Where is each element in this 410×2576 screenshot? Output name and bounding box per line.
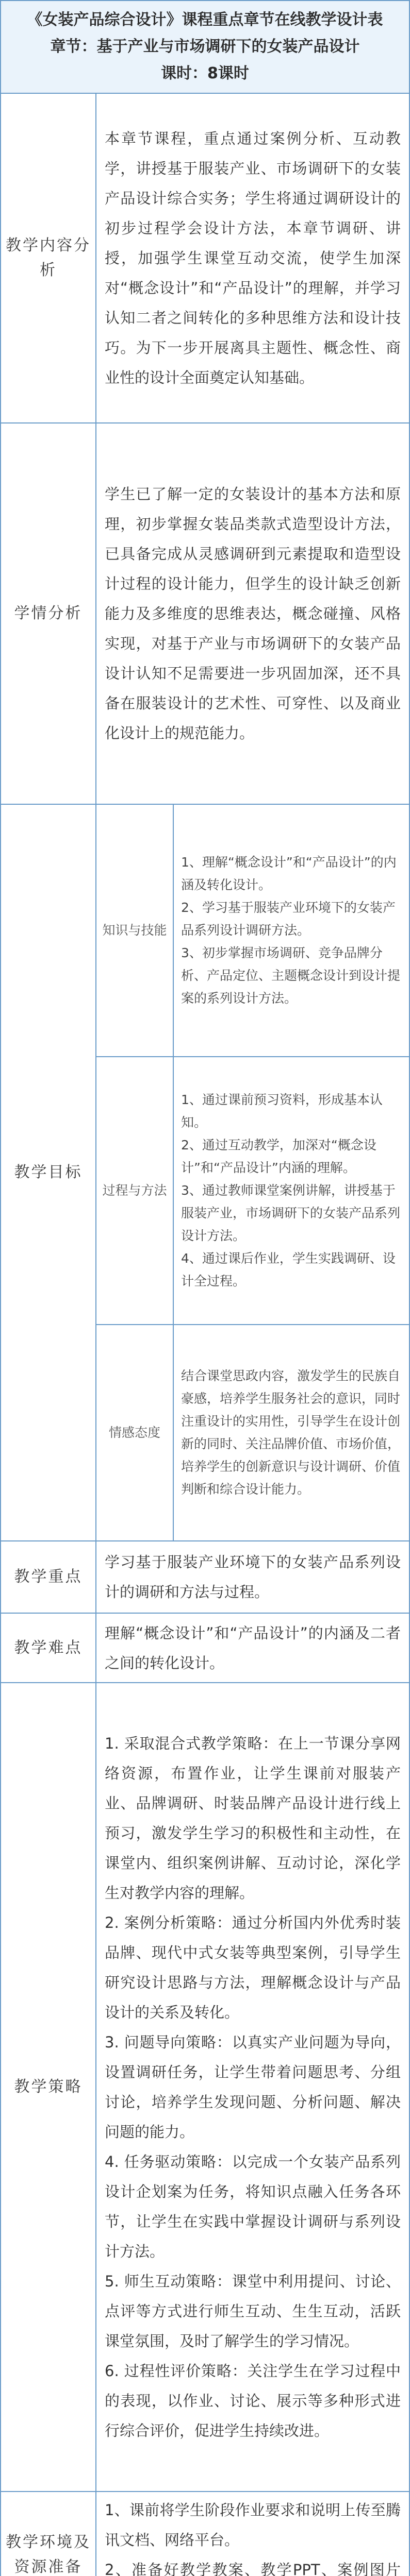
attitude-text: 结合课堂思政内容，激发学生的民族自豪感，培养学生服务社会的意识，同时注重设计的实用性，引导学生在设计创新的同时、关注品牌价值、市场价值，培养学生的创新意识与设计调研、价值判断和综合设计能力。 [181,1368,401,1497]
student-analysis-row [1,423,409,804]
content-analysis-text: 本章节课程，重点通过案例分析、互动教学，讲授基于服装产业、市场调研下的女装产品设计综合实务；学生将通过调研设计的初步过程学会设计方法，本章节调研、讲授，加强学生课堂互动交流，使学生加深对“概念设计”和“产品设计”的理解，并学习认知二者之间转化的多种思维方法和设计技巧。为下一步开展离具主题性、概念性、商业性的设计全面奠定认知基础。 [105,130,401,386]
environment-row [1,2492,409,2576]
key-points-text: 学习基于服装产业环境下的女装产品系列设计的调研和方法与过程。 [105,1553,401,1601]
content-analysis-row [1,93,409,423]
process-method-text: 1、通过课前预习资料，形成基本认知。 2、通过互动教学，加深对“概念设计”和“产品设计”内涵的理解。 3、通过教师课堂案例讲解，讲授基于服装产业，市场调研下的女装产品系列设计方法。 4、通过课后作业，学生实践调研、设计全过程。 [181,1092,401,1289]
strategy-label: 教学策略 [1,1683,96,2492]
strategy-text: 1. 采取混合式教学策略：在上一节课分享网络资源，布置作业，让学生课前对服装产业、品牌调研、时装品牌产品设计进行线上预习，激发学生学习的积极性和主动性，在课堂内、组织案例讲解、互动讨论，深化学生对教学内容的理解。 2. 案例分析策略：通过分析国内外优秀时装品牌、现代中式女装等典型案例，引导学生研究设计思路与方法，理解概念设计与产品设计的关系及转化。 3. 问题导向策略：以真实产业问题为导向，设置调研任务，让学生带着问题思考、分组讨论，培养学生发现问题、分析问题、解决问题的能力。 4. 任务驱动策略：以完成一个女装产品系列设计企划案为任务，将知识点融入任务各环节，让学生在实践中掌握设计调研与系列设计方法。 5. 师生互动策略：课堂中利用提问、讨论、点评等方式进行师生互动、生生互动，活跃课堂氛围，及时了解学生的学习情况。 6. 过程性评价策略：关注学生在学习过程中的表现，以作业、讨论、展示等多种形式进行综合评价，促进学生持续改进。 [105,1735,401,2439]
strategy-row [1,1683,409,2492]
course-title: 《女装产品综合设计》课程重点章节在线教学设计表 [27,11,383,29]
title-row [1,1,409,93]
environment-label: 教学环境及资源准备 [1,2492,96,2576]
objectives-knowledge-row [1,804,409,1057]
knowledge-label: 知识与技能 [96,804,173,1057]
attitude-label: 情感态度 [96,1325,173,1541]
difficulties-text: 理解“概念设计”和“产品设计”的内涵及二者之间的转化设计。 [105,1624,401,1672]
environment-text: 1、课前将学生阶段作业要求和说明上传至腾讯文档、网络平台。 2、准备好教学教案、教学PPT、案例图片 [105,2501,401,2576]
knowledge-text: 1、理解“概念设计”和“产品设计”的内涵及转化设计。 2、学习基于服装产业环境下的女装产品系列设计调研方法。 3、初步掌握市场调研、竞争品牌分析、产品定位、主题概念设计到设计提案的系列设计方法。 [181,855,401,1006]
title-cell [1,1,409,93]
difficulties-row [1,1613,409,1683]
key-points-row [1,1541,409,1613]
content-analysis-label: 教学内容分析 [1,93,96,423]
student-analysis-text: 学生已了解一定的女装设计的基本方法和原理，初步掌握女装品类款式造型设计方法，已具备完成从灵感调研到元素提取和造型设计过程的设计能力，但学生的设计缺乏创新能力及多维度的思维表达，概念碰撞、风格实现，对基于产业与市场调研下的女装产品设计认知不足需要进一步巩固加深，还不具备在服装设计的艺术性、可穿性、以及商业化设计上的规范能力。 [105,485,401,742]
process-method-label: 过程与方法 [96,1057,173,1325]
difficulties-label: 教学难点 [1,1613,96,1683]
student-analysis-label: 学情分析 [1,423,96,804]
class-hours: 课时：8课时 [161,64,249,82]
key-points-label: 教学重点 [1,1541,96,1613]
chapter-title: 章节：基于产业与市场调研下的女装产品设计 [50,38,360,56]
objectives-label: 教学目标 [1,804,96,1541]
